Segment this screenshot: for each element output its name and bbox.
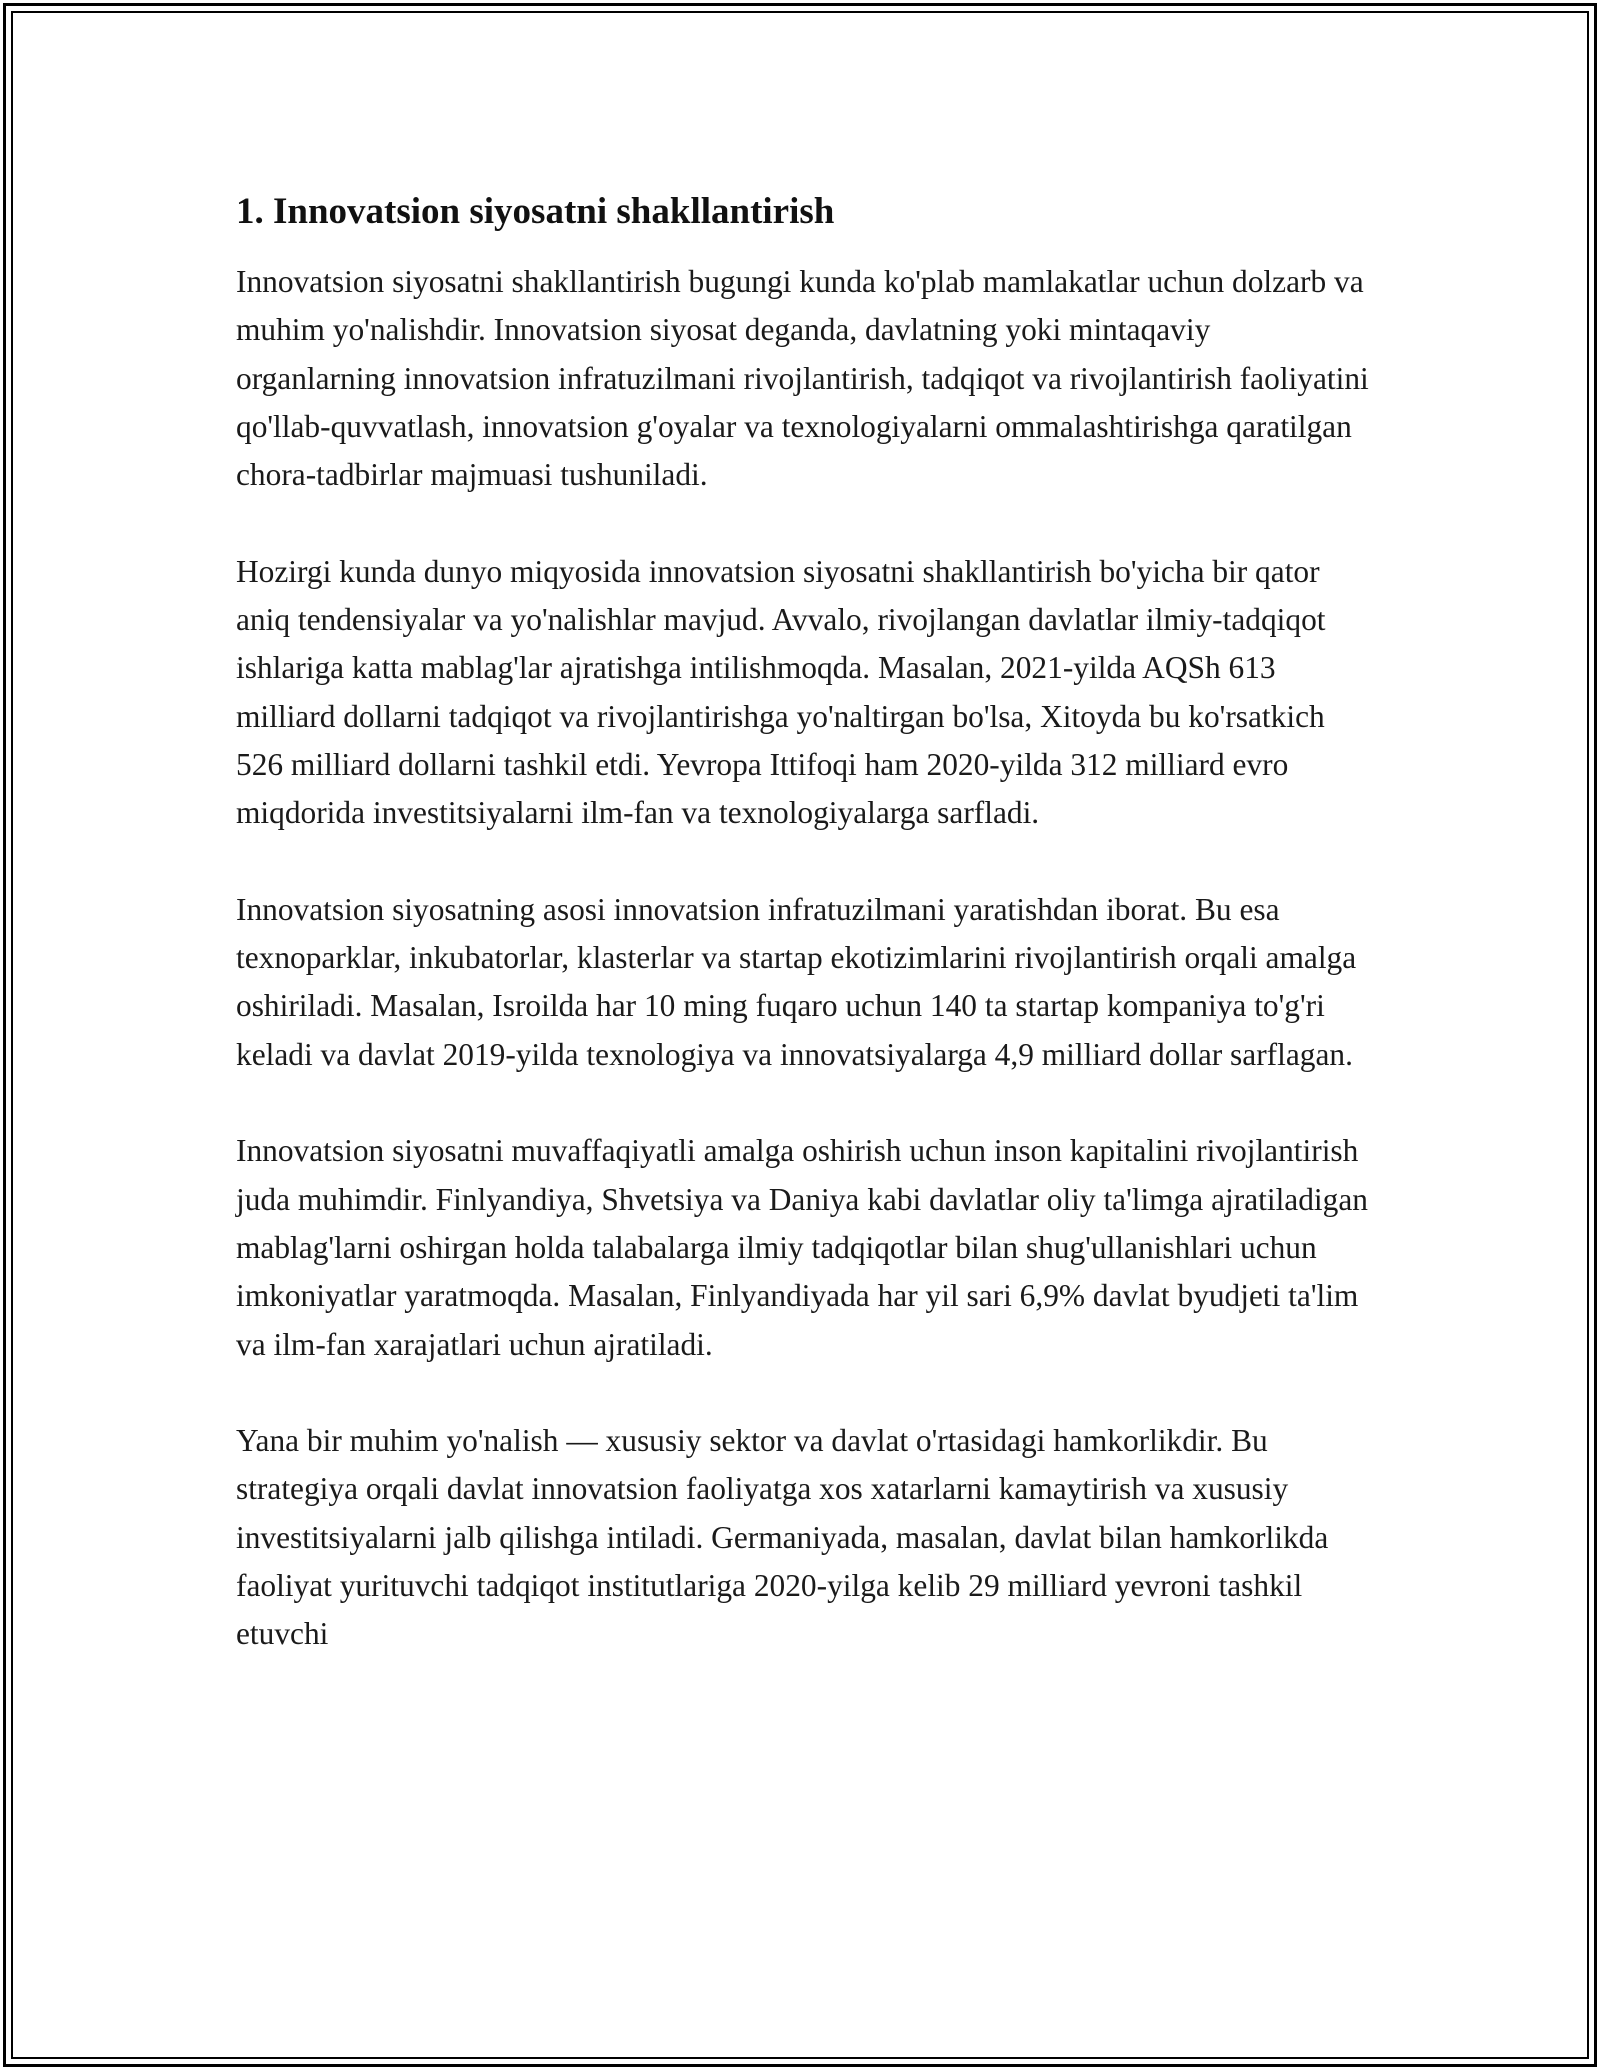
paragraph-3: Innovatsion siyosatning asosi innovatsion infratuzilmani yaratishdan iborat. Bu esa texnoparklar, inkubatorlar, klasterlar va startap ekotizimlarini rivojlantirish orqali amalga oshiriladi. Masalan, Isroilda har 10 ming fuqaro uchun 140 ta startap kompaniya to'g'ri keladi va davlat 2019-yilda texnologiya va innovatsiyalarga 4,9 milliard dollar sarflagan. (236, 891, 1357, 1072)
document-body (236, 188, 1376, 1659)
paragraph-1: Innovatsion siyosatni shakllantirish bugungi kunda ko'plab mamlakatlar uchun dolzarb va muhim yo'nalishdir. Innovatsion siyosat deganda, davlatning yoki mintaqaviy organlarning innovatsion infratuzilmani rivojlantirish, tadqiqot va rivojlantirish faoliyatini qo'llab-quvvatlash, innovatsion g'oyalar va texnologiyalarni ommalashtirishga qaratilgan chora-tadbirlar majmuasi tushuniladi. (236, 264, 1369, 493)
paragraph-5: Yana bir muhim yo'nalish — xususiy sektor va davlat o'rtasidagi hamkorlikdir. Bu strategiya orqali davlat innovatsion faoliyatga xos xatarlarni kamaytirish va xususiy investitsiyalarni jalb qilishga intiladi. Germaniyada, masalan, davlat bilan hamkorlikda faoliyat yurituvchi tadqiqot institutlariga 2020-yilga kelib 29 milliard yevroni tashkil etuvchi (236, 1423, 1329, 1652)
paragraph-4: Innovatsion siyosatni muvaffaqiyatli amalga oshirish uchun inson kapitalini rivojlantirish juda muhimdir. Finlyandiya, Shvetsiya va Daniya kabi davlatlar oliy ta'limga ajratiladigan mablag'larni oshirgan holda talabalarga ilmiy tadqiqotlar bilan shug'ullanishlari uchun imkoniyatlar yaratmoqda. Masalan, Finlyandiyada har yil sari 6,9% davlat byudjeti ta'lim va ilm-fan xarajatlari uchun ajratiladi. (236, 1133, 1368, 1362)
paragraph-2: Hozirgi kunda dunyo miqyosida innovatsion siyosatni shakllantirish bo'yicha bir qator aniq tendensiyalar va yo'nalishlar mavjud. Avvalo, rivojlangan davlatlar ilmiy-tadqiqot ishlariga katta mablag'lar ajratishga intilishmoqda. Masalan, 2021-yilda AQSh 613 milliard dollarni tadqiqot va rivojlantirishga yo'naltirgan bo'lsa, Xitoyda bu ko'rsatkich 526 milliard dollarni tashkil etdi. Yevropa Ittifoqi ham 2020-yilda 312 milliard evro miqdorida investitsiyalarni ilm-fan va texnologiyalarga sarfladi. (236, 553, 1326, 831)
section-heading: 1. Innovatsion siyosatni shakllantirish (236, 191, 835, 232)
